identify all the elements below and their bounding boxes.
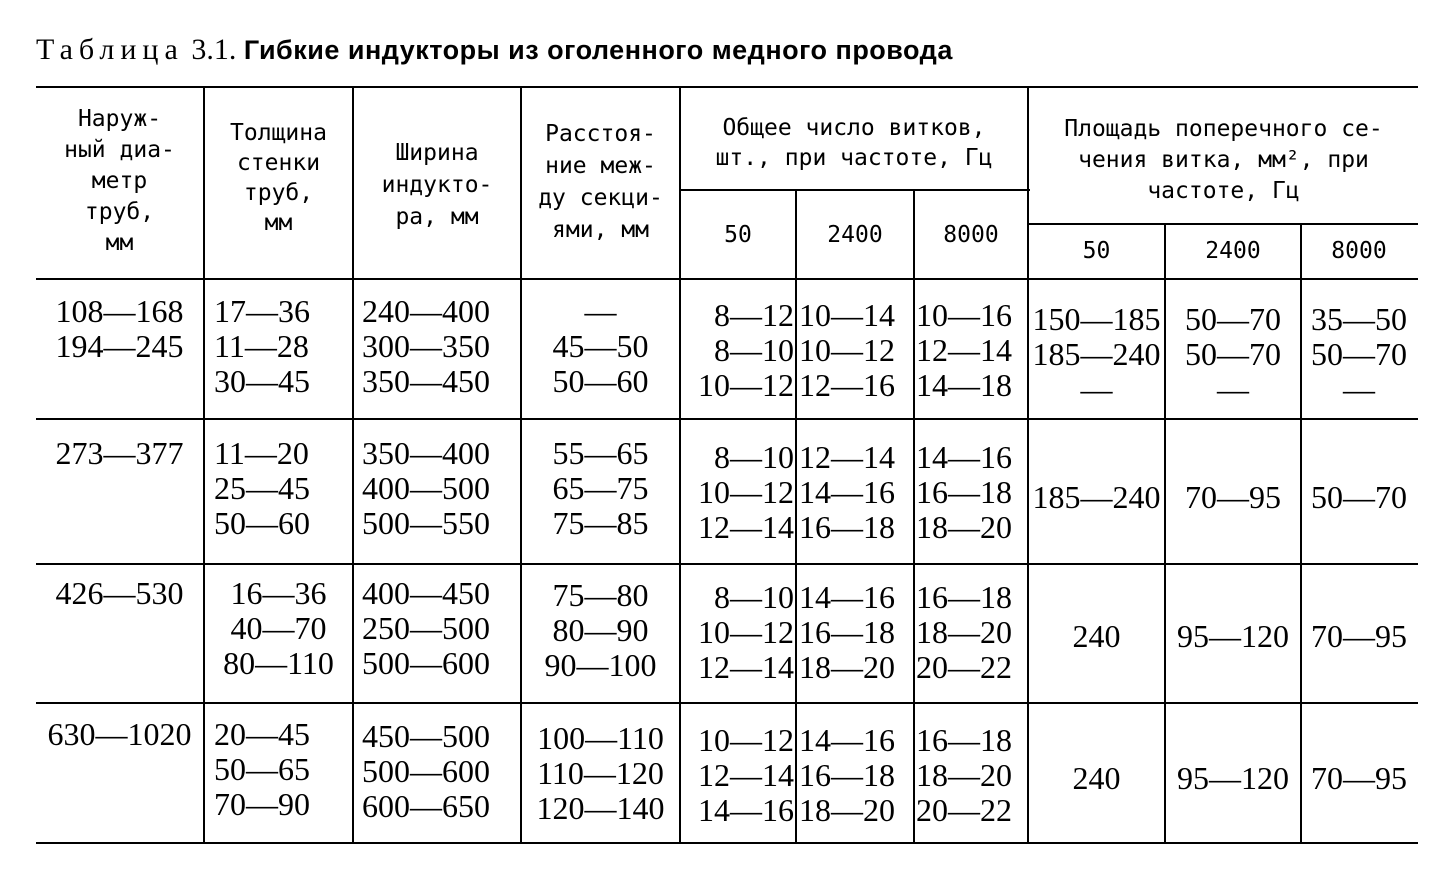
table-caption bbox=[36, 30, 953, 70]
rule-turns-group bbox=[680, 189, 1030, 191]
row2-width: 350—400 400—500 500—550 bbox=[362, 435, 490, 541]
row1-turns-2400: 10—14 10—12 12—16 bbox=[799, 297, 895, 403]
row4-turns-8000: 16—18 18—20 20—22 bbox=[916, 722, 1012, 828]
rule-header-bottom bbox=[36, 278, 1418, 280]
row1-area-8000: 35—50 50—70 — bbox=[1311, 301, 1407, 407]
rule-row-3 bbox=[36, 702, 1418, 704]
row2-turns-2400: 12—14 14—16 16—18 bbox=[799, 439, 895, 545]
row2-turns-50: 8—10 10—12 12—14 bbox=[698, 439, 794, 545]
row4-area-50: 240 bbox=[1072, 760, 1121, 796]
row3-area-2400: 95—120 bbox=[1177, 618, 1289, 654]
row4-thickness: 20—45 50—65 70—90 bbox=[214, 716, 310, 822]
row1-thickness: 17—36 11—28 30—45 bbox=[214, 293, 310, 399]
row4-width: 450—500 500—600 600—650 bbox=[362, 718, 490, 824]
row2-thickness: 11—20 25—45 50—60 bbox=[214, 435, 310, 541]
header-turns-group: Общее число витков, шт., при частоте, Гц bbox=[715, 115, 993, 171]
vrule-5 bbox=[795, 189, 797, 842]
row3-turns-2400: 14—16 16—18 18—20 bbox=[799, 579, 895, 685]
caption-title: Гибкие индукторы из оголенного медного провода bbox=[243, 35, 953, 65]
row4-turns-2400: 14—16 16—18 18—20 bbox=[799, 722, 895, 828]
row3-area-50: 240 bbox=[1072, 618, 1121, 654]
header-area-freq-8000: 8000 bbox=[1331, 238, 1387, 264]
row1-area-2400: 50—70 50—70 — bbox=[1185, 301, 1281, 407]
row2-distance: 55—65 65—75 75—85 bbox=[552, 435, 649, 541]
row3-distance: 75—80 80—90 90—100 bbox=[544, 577, 657, 683]
row4-diameter: 630—1020 bbox=[47, 716, 192, 752]
caption-prefix: Таблица bbox=[36, 33, 184, 66]
row1-turns-50: 8—12 8—10 10—12 bbox=[698, 297, 794, 403]
row4-area-2400: 95—120 bbox=[1177, 760, 1289, 796]
row3-width: 400—450 250—500 500—600 bbox=[362, 575, 490, 681]
header-outer-diameter: Наруж- ный диа- метр труб, мм bbox=[64, 106, 175, 256]
row4-distance: 100—110 110—120 120—140 bbox=[536, 720, 665, 826]
rule-bottom bbox=[36, 842, 1418, 844]
header-wall-thickness: Толщина стенки труб, мм bbox=[230, 120, 327, 236]
row1-diameter: 108—168 194—245 bbox=[55, 293, 184, 364]
header-turns-freq-50: 50 bbox=[724, 222, 752, 248]
header-turns-freq-2400: 2400 bbox=[827, 222, 883, 248]
header-section-distance: Расстоя- ние меж- ду секци- ями, мм bbox=[538, 121, 663, 243]
rule-area-group bbox=[1028, 223, 1418, 225]
rule-row-1 bbox=[36, 418, 1418, 420]
row4-turns-50: 10—12 12—14 14—16 bbox=[698, 722, 794, 828]
row1-area-50: 150—185 185—240 — bbox=[1032, 301, 1161, 407]
row2-turns-8000: 14—16 16—18 18—20 bbox=[916, 439, 1012, 545]
row1-turns-8000: 10—16 12—14 14—18 bbox=[916, 297, 1012, 403]
row4-area-8000: 70—95 bbox=[1311, 760, 1407, 796]
header-area-group: Площадь поперечного се- чения витка, мм², при частоте, Гц bbox=[1064, 116, 1383, 204]
row1-width: 240—400 300—350 350—450 bbox=[362, 293, 490, 399]
rule-top bbox=[36, 86, 1418, 88]
row3-thickness: 16—36 40—70 80—110 bbox=[223, 575, 334, 681]
rule-row-2 bbox=[36, 563, 1418, 565]
header-inductor-width: Ширина индукто- ра, мм bbox=[381, 140, 493, 230]
row3-diameter: 426—530 bbox=[55, 575, 184, 611]
header-area-freq-2400: 2400 bbox=[1205, 238, 1261, 264]
row3-turns-8000: 16—18 18—20 20—22 bbox=[916, 579, 1012, 685]
header-turns-freq-8000: 8000 bbox=[943, 222, 999, 248]
row2-area-50: 185—240 bbox=[1032, 479, 1161, 515]
row2-diameter: 273—377 bbox=[55, 435, 184, 471]
vrule-6 bbox=[913, 189, 915, 842]
row2-area-2400: 70—95 bbox=[1185, 479, 1281, 515]
row3-area-8000: 70—95 bbox=[1311, 618, 1407, 654]
header-area-freq-50: 50 bbox=[1082, 238, 1111, 264]
row1-distance: — 45—50 50—60 bbox=[552, 293, 649, 399]
row3-turns-50: 8—10 10—12 12—14 bbox=[698, 579, 794, 685]
row2-area-8000: 50—70 bbox=[1311, 479, 1407, 515]
caption-number: 3.1. bbox=[191, 33, 237, 66]
